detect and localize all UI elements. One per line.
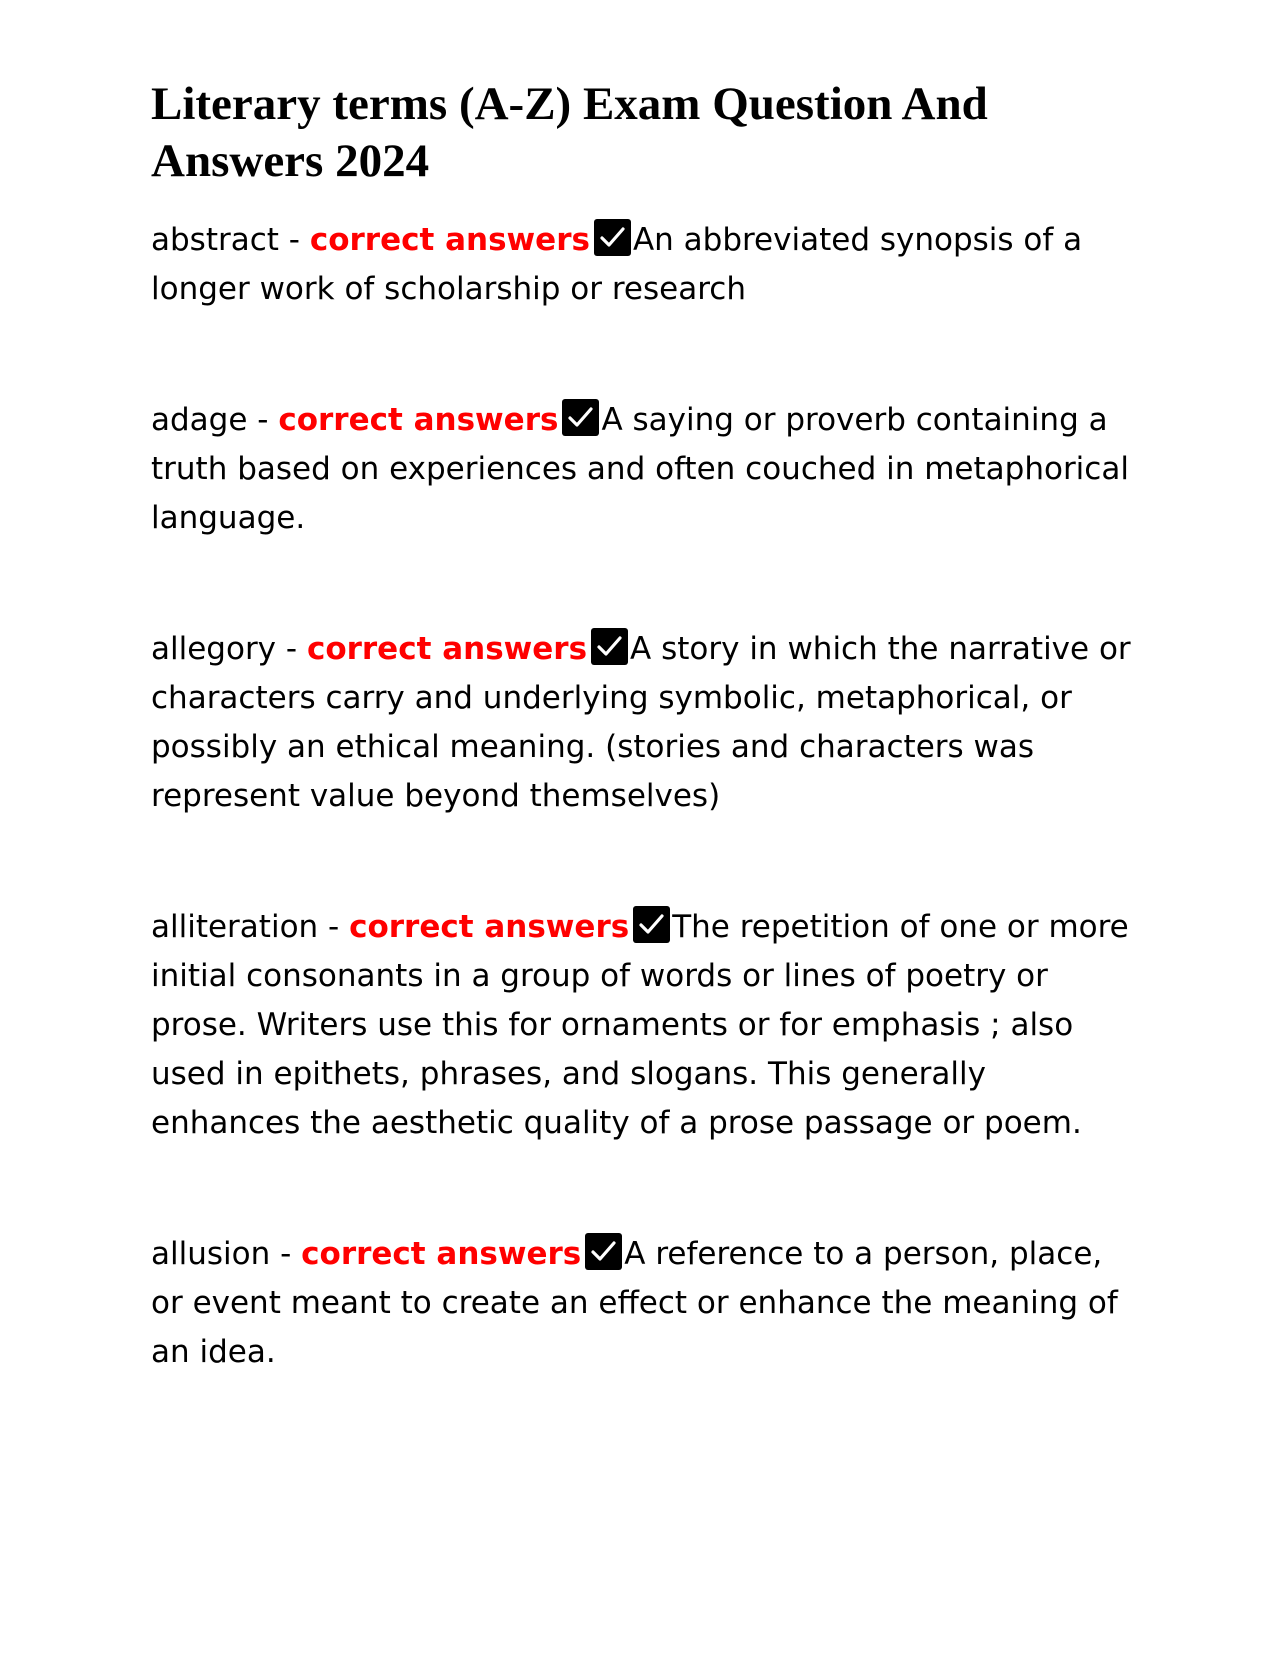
- correct-answers-label: correct answers: [301, 1236, 582, 1272]
- separator: -: [276, 631, 307, 667]
- definition: An abbreviated synopsis of a longer work of scholarship or research: [151, 222, 1083, 307]
- check-mark-icon: [562, 399, 599, 436]
- definition: A saying or proverb containing a truth based on experiences and often couched in metaphorical language.: [151, 402, 1129, 536]
- term-entry: [151, 1230, 1141, 1377]
- separator: -: [278, 222, 310, 258]
- term: adage: [151, 402, 248, 438]
- definition: The repetition of one or more initial consonants in a group of words or lines of poetry or prose. Writers use this for ornaments or for emphasis ; also used in epithets, phrases, and slogans. This generally enhances the aesthetic quality of a prose passage or poem.: [151, 909, 1129, 1141]
- definition: A story in which the narrative or characters carry and underlying symbolic, metaphorical, or possibly an ethical meaning. (stories and characters was represent value beyond themselves): [151, 631, 1131, 814]
- separator: -: [270, 1236, 302, 1272]
- separator: -: [318, 909, 350, 945]
- check-mark-icon: [594, 219, 631, 256]
- check-mark-icon: [591, 628, 628, 665]
- correct-answers-label: correct answers: [349, 909, 630, 945]
- document-title: Literary terms (A-Z) Exam Question And Answers 2024: [151, 78, 988, 187]
- definition: A reference to a person, place, or event meant to create an effect or enhance the meaning of an idea.: [151, 1236, 1118, 1370]
- check-mark-icon: [633, 906, 670, 943]
- term-entry: [151, 216, 1141, 314]
- term-entry: [151, 903, 1141, 1148]
- correct-answers-label: correct answers: [306, 631, 588, 667]
- document-page: [151, 76, 1141, 1459]
- check-mark-icon: [585, 1233, 622, 1270]
- term: allusion: [151, 1236, 271, 1272]
- term: allegory: [151, 631, 277, 667]
- correct-answers-label: correct answers: [309, 222, 590, 258]
- correct-answers-label: correct answers: [278, 402, 559, 438]
- term-entry: [151, 625, 1141, 821]
- separator: -: [247, 402, 279, 438]
- term: abstract: [151, 222, 279, 258]
- term-entry: [151, 396, 1141, 543]
- term: alliteration: [151, 909, 319, 945]
